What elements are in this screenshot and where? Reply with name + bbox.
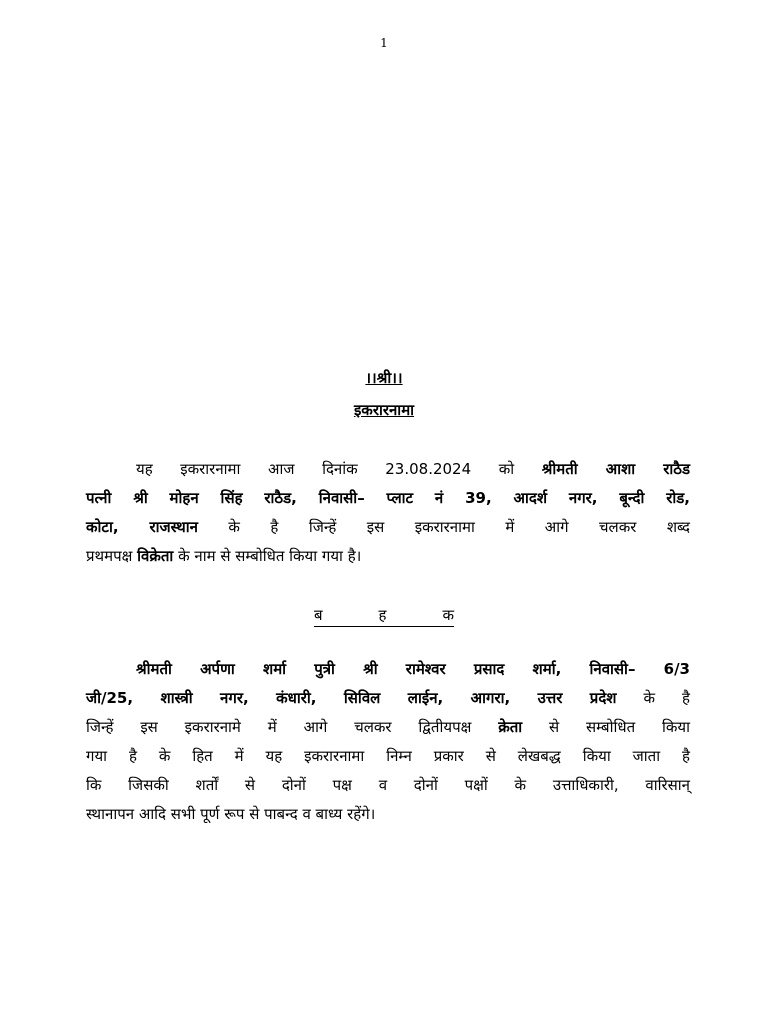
second-party-paragraph [86, 655, 690, 829]
first-party-address: पत्नी श्री मोहन सिंह राठैड, निवासी– प्लाट नं 39, आदर्श नगर, बून्दी रोड, [86, 489, 690, 507]
paragraph-line [86, 513, 690, 542]
text-run: गया है के हित में यह इकरारनामा निम्न प्रकार से लेखबद्ध किया जाता है [86, 747, 690, 765]
paragraph-line [86, 455, 690, 484]
paragraph-line [86, 713, 690, 742]
paragraph-line [86, 771, 690, 800]
section-divider [314, 604, 454, 627]
divider-letter: क [442, 606, 454, 624]
page-number: 1 [380, 36, 388, 50]
text-run: के नाम से सम्बोधित किया गया है। [173, 547, 362, 565]
text-run: जिन्हें इस इकरारनामे में आगे चलकर द्वितीयपक्ष [86, 718, 499, 736]
text-run: के है [616, 689, 690, 707]
divider-letter: ब [314, 606, 323, 624]
document-title: इकरारनामा [353, 401, 415, 419]
paragraph-line [86, 800, 690, 829]
first-party-city: कोटा, राजस्थान [86, 518, 198, 536]
blessing-heading: ।।श्री।। [365, 369, 403, 387]
text-run: स्थानापन आदि सभी पूर्ण रूप से पाबन्द व बाध्य रहेंगे। [86, 805, 376, 823]
second-party-name: श्रीमती अर्पणा शर्मा पुत्री श्री रामेश्वर प्रसाद शर्मा, निवासी– 6/3 [136, 660, 690, 678]
text-run: के है जिन्हें इस इकरारनामा में आगे चलकर शब्द [197, 518, 690, 536]
paragraph-line [86, 655, 690, 684]
paragraph-line [86, 684, 690, 713]
buyer-label: क्रेता [498, 718, 523, 736]
text-run: से सम्बोधित किया [522, 718, 690, 736]
second-party-address: जी/25, शास्त्री नगर, कंधारी, सिविल लाईन, आगरा, उत्तर प्रदेश [86, 689, 617, 707]
text-run: कि जिसकी शर्तों से दोनों पक्ष व दोनों पक्षों के उत्ताधिकारी, वारिसान् [86, 776, 690, 794]
paragraph-line [86, 542, 690, 571]
paragraph-line [86, 742, 690, 771]
first-party-paragraph [86, 455, 690, 571]
text-run: प्रथमपक्ष [86, 547, 138, 565]
divider-letter: ह [378, 606, 387, 624]
first-party-name: श्रीमती आशा राठैड [541, 460, 690, 478]
seller-label: विक्रेता [137, 547, 174, 565]
text-run: यह इकरारनामा आज दिनांक 23.08.2024 को [136, 460, 542, 478]
paragraph-line [86, 484, 690, 513]
